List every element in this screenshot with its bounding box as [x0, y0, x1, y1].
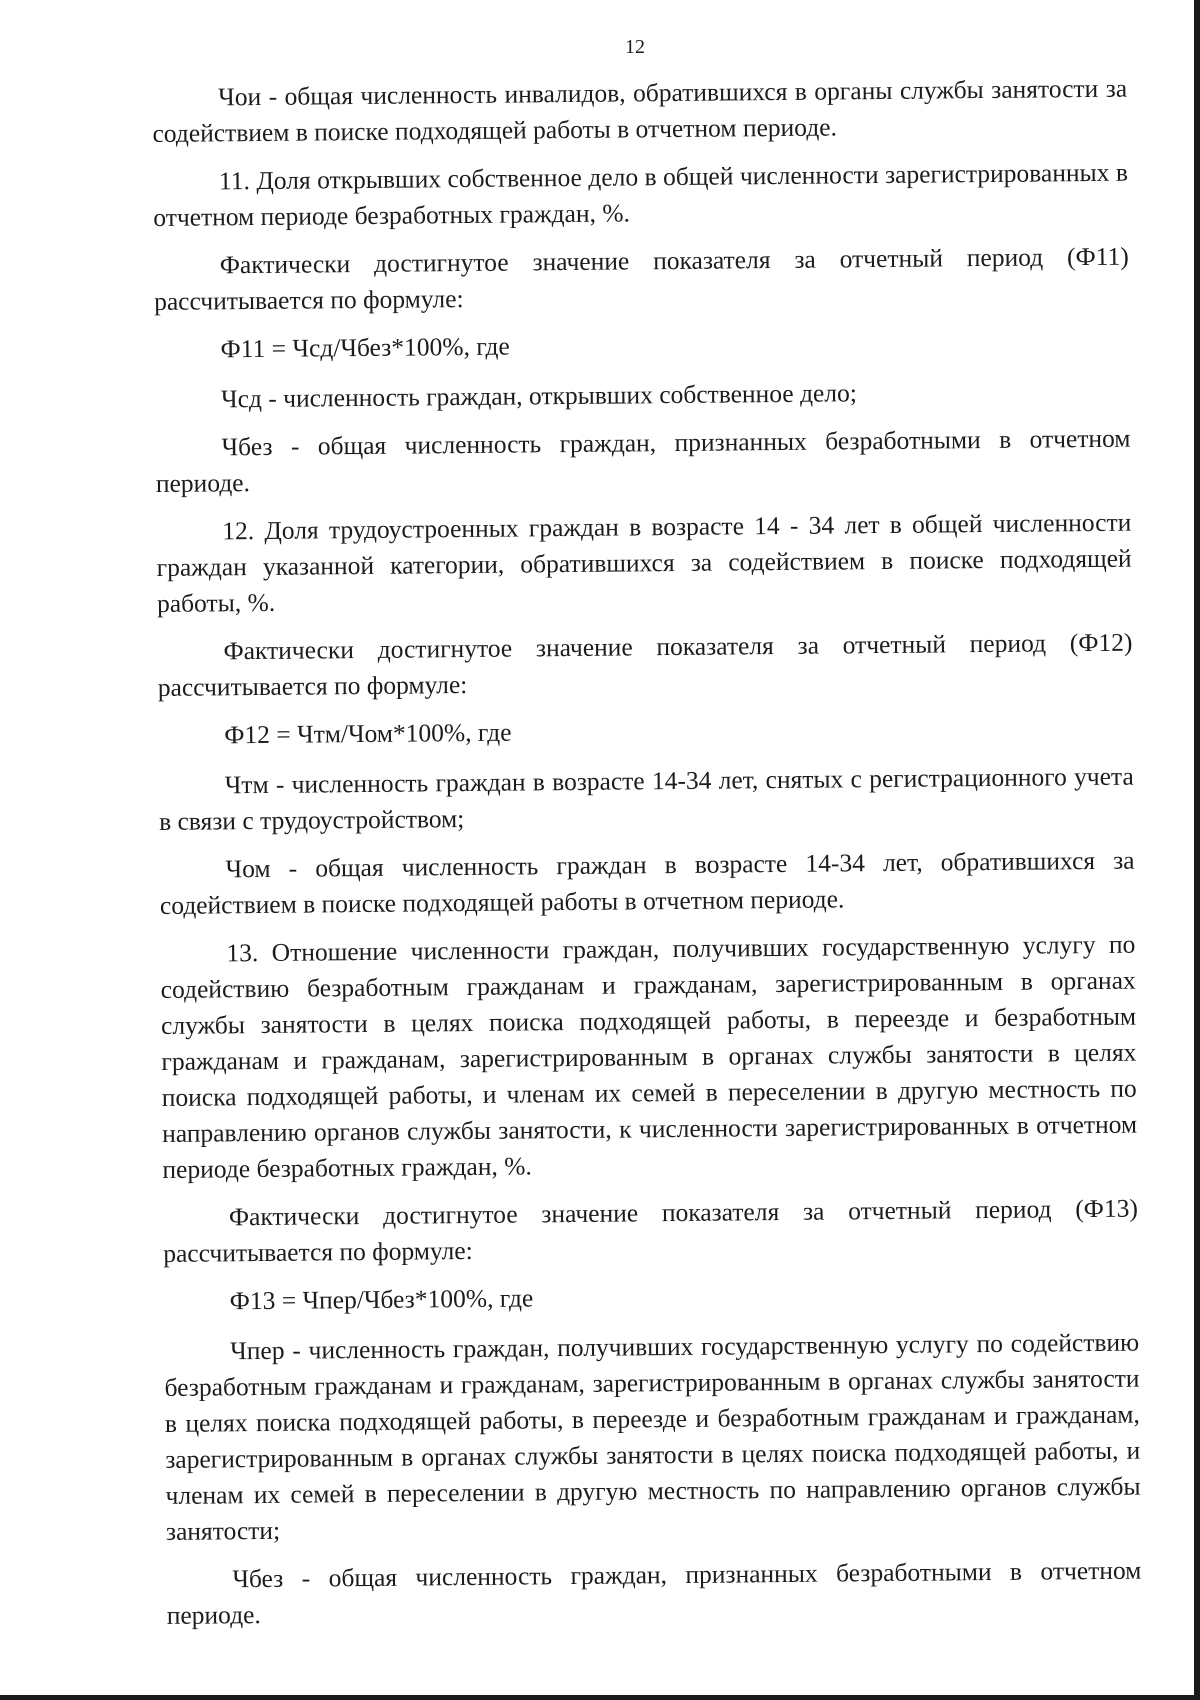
- definition-chom: Чом - общая численность граждан в возрасте 14-34 лет, обратившихся за содействием в поиске подходящей работы в отчетном периоде.: [159, 845, 1135, 920]
- indicator-11-heading: 11. Доля открывших собственное дело в общей численности зарегистрированных в отчетном периоде безработных граждан, %.: [153, 157, 1129, 232]
- page-edge-right: [1194, 0, 1200, 1700]
- formula-f12: Ф12 = Чтм/Чом*100%, где: [224, 717, 512, 750]
- definition-chbez-2: Чбез - общая численность граждан, признанных безработными в отчетном периоде.: [166, 1555, 1142, 1630]
- definition-choi: Чои - общая численность инвалидов, обратившихся в органы службы занятости за содействием в поиске подходящей работы в отчетном периоде.: [152, 73, 1128, 148]
- page-number: 12: [625, 36, 645, 58]
- definition-chper: Чпер - численность граждан, получивших государственную услугу по содействию безработным гражданам и гражданам, зарегистрированным в органах службы занятости в целях поиска подходящей работы, в переезде и безработным гражданам и гражданам, зарегистрированным в органах службы занятости в целях поиска подходящей работы, и членам их семей в переселении в другую местность по направлению органов службы занятости;: [164, 1327, 1141, 1546]
- definition-chtm: Чтм - численность граждан в возрасте 14-34 лет, снятых с регистрационного учета в связи с трудоустройством;: [158, 761, 1134, 836]
- page-edge-bottom: [0, 1695, 1200, 1700]
- indicator-11-intro: Фактически достигнутое значение показателя за отчетный период (Ф11) рассчитывается по формуле:: [153, 241, 1129, 316]
- indicator-12-intro: Фактически достигнутое значение показателя за отчетный период (Ф12) рассчитывается по формуле:: [157, 627, 1133, 702]
- document-body: [152, 71, 1142, 1646]
- definition-chbez: Чбез - общая численность граждан, признанных безработными в отчетном периоде.: [155, 423, 1131, 498]
- formula-f11: Ф11 = Чсд/Чбез*100%, где: [220, 331, 510, 364]
- indicator-12-heading: 12. Доля трудоустроенных граждан в возрасте 14 - 34 лет в общей численности граждан указанной категории, обратившихся за содействием в поиске подходящей работы, %.: [156, 507, 1132, 618]
- formula-f13: Ф13 = Чпер/Чбез*100%, где: [229, 1283, 534, 1316]
- indicator-13-heading: 13. Отношение численности граждан, получивших государственную услугу по содействию безработным гражданам и гражданам, зарегистрированным в органах службы занятости в целях поиска подходящей работы, в переезде и безработным гражданам и гражданам, зарегистрированным в органах службы занятости в целях поиска подходящей работы, и членам их семей в переселении в другую местность по направлению органов службы занятости, к численности зарегистрированных в отчетном периоде безработных граждан, %.: [160, 929, 1138, 1184]
- definition-chsd: Чсд - численность граждан, открывших собственное дело;: [220, 378, 857, 414]
- indicator-13-intro: Фактически достигнутое значение показателя за отчетный период (Ф13) рассчитывается по формуле:: [163, 1193, 1139, 1268]
